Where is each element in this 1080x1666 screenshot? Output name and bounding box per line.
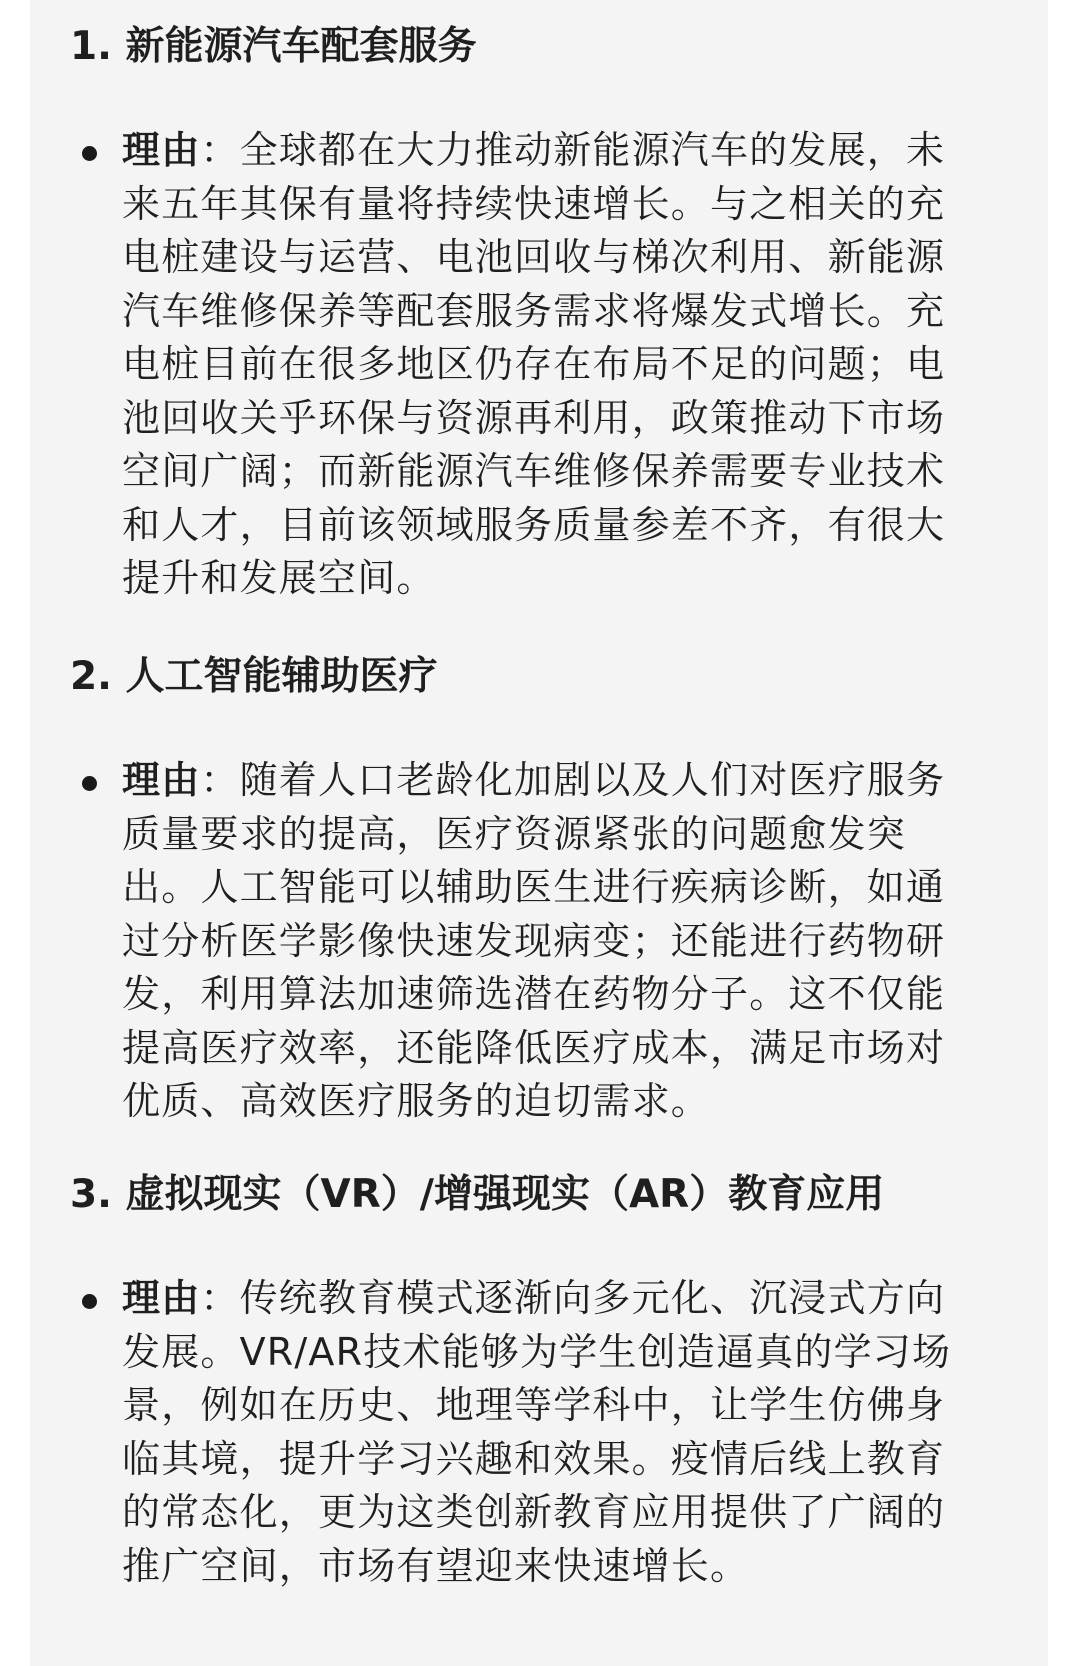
reason-paragraph xyxy=(122,1272,951,1593)
paragraph-line: 的常态化，更为这类创新教育应用提供了广阔的 xyxy=(122,1490,946,1534)
line-text: 全球都在大力推动新能源汽车的发展，未 xyxy=(239,128,946,172)
paragraph-line: 来五年其保有量将持续快速增长。与之相关的充 xyxy=(122,181,946,226)
paragraph-line xyxy=(122,124,1010,178)
paragraph-line: 质量要求的提高，医疗资源紧张的问题愈发突 xyxy=(122,811,907,856)
bullet-icon xyxy=(82,776,97,791)
label-colon: ： xyxy=(200,1276,240,1320)
section-1 xyxy=(70,0,1010,606)
section-heading: 1. 新能源汽车配套服务 xyxy=(70,24,477,69)
line-text: 传统教育模式逐渐向多元化、沉浸式方向 xyxy=(239,1276,946,1320)
bullet-icon xyxy=(82,146,97,161)
paragraph-line: 推广空间，市场有望迎来快速增长。 xyxy=(122,1543,750,1588)
reason-label: 理由 xyxy=(122,758,201,802)
paragraph-line: 和人才，目前该领域服务质量参差不齐，有很大 xyxy=(122,502,946,547)
label-colon: ： xyxy=(200,128,240,172)
bullet-icon xyxy=(82,1294,97,1309)
section-2 xyxy=(70,630,945,1129)
paragraph-line: 发展。VR/AR技术能够为学生创造逼真的学习场 xyxy=(122,1329,952,1374)
paragraph-line xyxy=(122,1272,951,1326)
paragraph-line: 池回收关乎环保与资源再利用，政策推动下市场 xyxy=(122,395,946,440)
section-heading: 3. 虚拟现实（VR）/增强现实（AR）教育应用 xyxy=(70,1172,885,1217)
section-3 xyxy=(70,1148,951,1593)
article-content xyxy=(70,0,1010,1588)
reason-label: 理由 xyxy=(122,128,201,172)
paragraph-line: 景，例如在历史、地理等学科中，让学生仿佛身 xyxy=(122,1383,946,1427)
list-item xyxy=(70,124,1010,606)
paragraph-line: 电桩目前在很多地区仍存在布局不足的问题；电 xyxy=(122,342,946,386)
section-heading: 2. 人工智能辅助医疗 xyxy=(70,654,438,699)
line-text: 随着人口老龄化加剧以及人们对医疗服务 xyxy=(239,758,946,802)
paragraph-line: 空间广阔；而新能源汽车维修保养需要专业技术 xyxy=(122,449,946,493)
label-colon: ： xyxy=(200,758,240,802)
paragraph-line: 汽车维修保养等配套服务需求将爆发式增长。充 xyxy=(122,288,946,333)
reason-paragraph xyxy=(122,754,945,1129)
paragraph-line: 提升和发展空间。 xyxy=(122,556,436,600)
paragraph-line: 临其境，提升学习兴趣和效果。疫情后线上教育 xyxy=(122,1436,946,1481)
reason-paragraph xyxy=(122,124,1010,606)
paragraph-line: 电桩建设与运营、电池回收与梯次利用、新能源 xyxy=(122,235,946,279)
paragraph-line: 发，利用算法加速筛选潜在药物分子。这不仅能 xyxy=(122,972,946,1016)
paragraph-line: 出。人工智能可以辅助医生进行疾病诊断，如通 xyxy=(122,865,946,909)
paragraph-line: 过分析医学影像快速发现病变；还能进行药物研 xyxy=(122,918,946,963)
reason-label: 理由 xyxy=(122,1276,201,1320)
list-item xyxy=(70,1272,951,1593)
paragraph-line: 优质、高效医疗服务的迫切需求。 xyxy=(122,1079,711,1123)
list-item xyxy=(70,754,945,1129)
paragraph-line xyxy=(122,754,945,808)
paragraph-line: 提高医疗效率，还能降低医疗成本，满足市场对 xyxy=(122,1025,946,1070)
